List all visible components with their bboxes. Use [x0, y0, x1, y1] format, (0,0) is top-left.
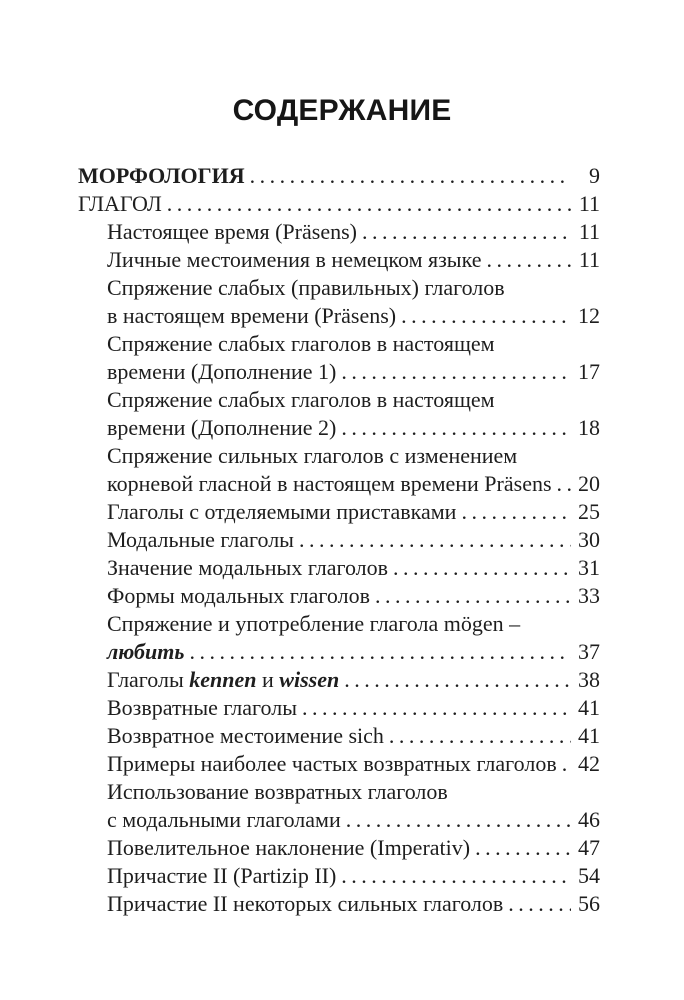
toc-row — [78, 778, 600, 806]
toc-row — [78, 750, 600, 778]
dot-leader — [461, 498, 571, 526]
toc-row — [78, 274, 600, 302]
page-number: 18 — [578, 415, 600, 440]
toc-entry-text: с модальными глаголами — [107, 807, 341, 832]
dot-leader — [508, 890, 571, 918]
dot-leader — [362, 218, 571, 246]
page-number: 54 — [578, 863, 600, 888]
toc-entry-label — [107, 386, 495, 414]
dot-leader — [557, 470, 571, 498]
toc-entry-label — [107, 330, 495, 358]
page-number: 38 — [578, 667, 600, 692]
toc-entry-text: kennen — [189, 667, 257, 692]
toc-entry-label — [107, 554, 388, 582]
toc-entry-text: корневой гласной в настоящем времени Präsens — [107, 471, 552, 496]
toc-row — [78, 358, 600, 386]
toc-entry-text: Значение модальных глаголов — [107, 555, 389, 580]
page-number: 41 — [578, 695, 600, 720]
toc-entry-label — [107, 302, 396, 330]
toc-entry-label — [107, 274, 505, 302]
toc-entry-text: wissen — [279, 667, 340, 692]
toc-entry-label — [107, 414, 336, 442]
page-number: 37 — [578, 639, 600, 664]
toc-row — [78, 890, 600, 918]
toc-entry-text: в настоящем времени (Präsens) — [107, 303, 397, 328]
toc-entry-label — [107, 778, 448, 806]
page-number: 30 — [578, 527, 600, 552]
page-number: 42 — [578, 751, 600, 776]
toc-row — [78, 862, 600, 890]
toc-entry-text: МОРФОЛОГИЯ — [78, 163, 245, 188]
toc-entry-text: любить — [107, 639, 185, 664]
toc-row — [78, 414, 600, 442]
page-number: 11 — [578, 247, 600, 272]
toc-entry-label — [107, 218, 357, 246]
toc-entry-label — [107, 862, 336, 890]
dot-leader — [189, 638, 571, 666]
toc-entry-text: Причастие II некоторых сильных глаголов — [107, 891, 504, 916]
toc-entry-text: Спряжение слабых (правильных) глаголов — [107, 275, 505, 300]
toc-entry-text: Спряжение слабых глаголов в настоящем — [107, 331, 495, 356]
toc-entry-label — [107, 526, 294, 554]
toc-entry-text: времени (Дополнение 1) — [107, 359, 337, 384]
toc-entry-text: Спряжение слабых глаголов в настоящем — [107, 387, 495, 412]
toc-entry-text: Спряжение и употребление глагола mögen – — [107, 611, 521, 636]
toc-row — [78, 610, 600, 638]
toc-entry-text: Глаголы с отделяемыми приставками — [107, 499, 457, 524]
toc-row — [78, 386, 600, 414]
dot-leader — [344, 666, 571, 694]
dot-leader — [299, 526, 571, 554]
toc-row — [78, 190, 600, 218]
toc-entry-label — [107, 610, 520, 638]
dot-leader — [393, 554, 571, 582]
dot-leader — [341, 358, 571, 386]
toc-row — [78, 526, 600, 554]
page-number: 11 — [578, 219, 600, 244]
toc-entry-text: Возвратное местоимение sich — [107, 723, 384, 748]
toc-row — [78, 722, 600, 750]
toc-entry-label — [78, 162, 245, 190]
toc-entry-label — [107, 582, 370, 610]
dot-leader — [475, 834, 571, 862]
dot-leader — [375, 582, 571, 610]
toc-entry-text: Примеры наиболее частых возвратных глаголов — [107, 751, 557, 776]
toc-entry-text: ГЛАГОЛ — [78, 191, 162, 216]
dot-leader — [167, 190, 571, 218]
dot-leader — [486, 246, 571, 274]
toc-entry-label — [107, 806, 341, 834]
toc-row — [78, 470, 600, 498]
toc-entry-label — [107, 638, 184, 666]
dot-leader — [302, 694, 571, 722]
toc-entry-label — [107, 834, 470, 862]
toc-entry-label — [107, 694, 297, 722]
toc-row — [78, 694, 600, 722]
toc-entry-text: Глаголы — [107, 667, 190, 692]
toc-entry-label — [78, 190, 162, 218]
toc-entry-label — [107, 890, 503, 918]
page-title: СОДЕРЖАНИЕ — [232, 94, 452, 127]
toc-entry-text: Настоящее время (Präsens) — [107, 219, 357, 244]
page-number: 9 — [589, 163, 600, 188]
toc-row — [78, 162, 600, 190]
toc-row — [78, 218, 600, 246]
toc-row — [78, 330, 600, 358]
page-number: 46 — [578, 807, 600, 832]
toc-entry-label — [107, 666, 339, 694]
toc-row — [78, 806, 600, 834]
page-number: 33 — [578, 583, 600, 608]
toc-entry-label — [107, 442, 517, 470]
page-number: 11 — [578, 191, 600, 216]
dot-leader — [341, 414, 571, 442]
toc-row — [78, 498, 600, 526]
page-number: 41 — [578, 723, 600, 748]
dot-leader — [346, 806, 571, 834]
toc-row — [78, 554, 600, 582]
page-number: 56 — [578, 891, 600, 916]
toc-entry-text: Формы модальных глаголов — [107, 583, 370, 608]
toc-entry-label — [107, 246, 481, 274]
toc-row — [78, 302, 600, 330]
dot-leader — [389, 722, 571, 750]
toc-entry-text: Использование возвратных глаголов — [107, 779, 448, 804]
toc-entry-text: Причастие II (Partizip II) — [107, 863, 337, 888]
toc-row — [78, 834, 600, 862]
toc-row — [78, 666, 600, 694]
toc-entry-label — [107, 750, 557, 778]
toc-entry-text: Возвратные глаголы — [107, 695, 297, 720]
toc-row — [78, 442, 600, 470]
dot-leader — [562, 750, 571, 778]
toc-entry-text: Модальные глаголы — [107, 527, 294, 552]
table-of-contents — [78, 162, 600, 918]
toc-entry-label — [107, 358, 336, 386]
page-number: 25 — [578, 499, 600, 524]
page-number: 47 — [578, 835, 600, 860]
toc-entry-text: Спряжение сильных глаголов с изменением — [107, 443, 518, 468]
page-number: 17 — [578, 359, 600, 384]
page-number: 20 — [578, 471, 600, 496]
toc-entry-text: Повелительное наклонение (Imperativ) — [107, 835, 471, 860]
toc-entry-label — [107, 498, 456, 526]
dot-leader — [250, 162, 571, 190]
toc-row — [78, 246, 600, 274]
toc-row — [78, 582, 600, 610]
toc-entry-text: времени (Дополнение 2) — [107, 415, 337, 440]
toc-entry-label — [107, 722, 384, 750]
dot-leader — [401, 302, 571, 330]
toc-entry-label — [107, 470, 552, 498]
toc-entry-text: Личные местоимения в немецком языке — [107, 247, 482, 272]
toc-row — [78, 638, 600, 666]
page-number: 31 — [578, 555, 600, 580]
dot-leader — [341, 862, 571, 890]
page-number: 12 — [578, 303, 600, 328]
toc-entry-text: и — [256, 667, 280, 692]
